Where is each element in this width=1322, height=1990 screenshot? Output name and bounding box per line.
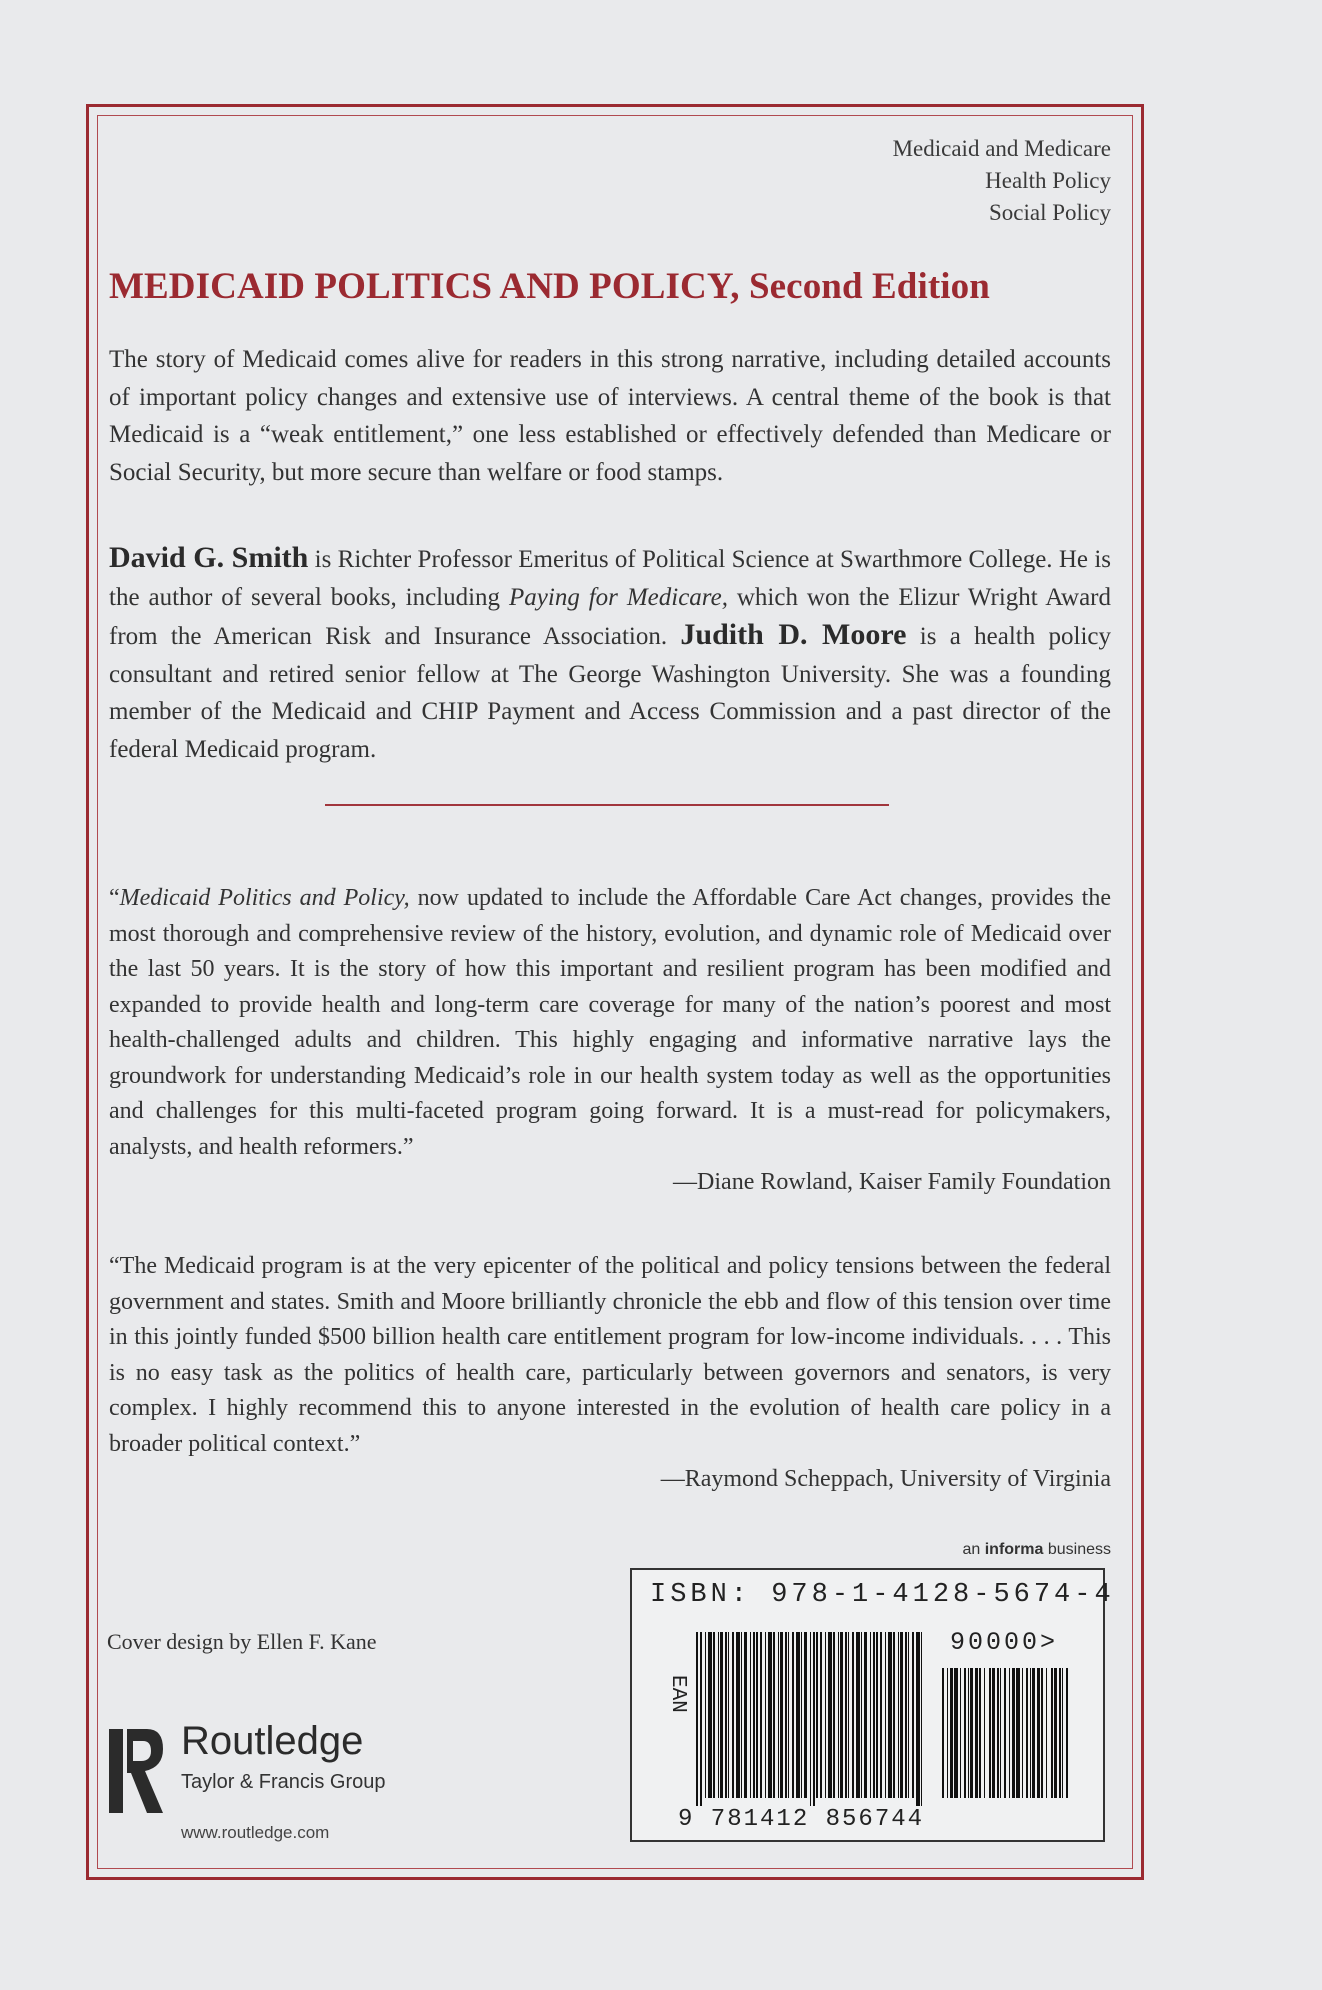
informa-brand: informa <box>984 1541 1044 1558</box>
barcode-digits: 9 781412 856744 <box>678 1806 925 1833</box>
author-bio-text: which won the Elizur Wright Award from the American Risk and Insurance Association. <box>109 583 1111 650</box>
quote-text: “The Medicaid program is at the very epicenter of the political and policy tensions between the federal government and states. Smith and Moore brilliantly chronicle the ebb and flow of this tension over time in this jointly funded $500 billion health care entitlement program for low-income individuals. . . . This is no easy task as the politics of health care, particularly between governors and senators, is very complex. I highly recommend this to anyone interested in the evolution of health care policy in a broader political context.” <box>109 1253 1111 1457</box>
quote-mark: “ <box>109 885 120 911</box>
cover-border <box>86 104 1144 1880</box>
endorsement-quote <box>109 881 1111 1201</box>
informa-tagline: an informa business <box>962 1541 1111 1558</box>
ean-label: EAN <box>666 1675 689 1713</box>
publisher-url: www.routledge.com <box>181 1823 330 1842</box>
category-label: Health Policy <box>985 168 1111 193</box>
barcode-bars <box>696 1632 922 1812</box>
book-description: The story of Medicaid comes alive for readers in this strong narrative, including detailed accounts of important policy changes and extensive use of interviews. A central theme of the book is that Medicaid is a “weak entitlement,” one less established or effectively defended than Medicare or Social Security, but more secure than welfare or food stamps. <box>109 346 1111 486</box>
publisher-group: Taylor & Francis Group <box>181 1771 386 1793</box>
isbn-number: ISBN: 978-1-4128-5674-4 <box>650 1580 1115 1610</box>
author-bio-text: is Richter Professor Emeritus of Political Science at Swarthmore College. He is the author of several books, including <box>109 546 1111 611</box>
quote-text: now updated to include the Affordable Care Act changes, provides the most thorough and comprehensive review of the history, evolution, and dynamic role of Medicaid over the last 50 years. It is the story of how this important and resilient program has been modified and expanded to provide health and long-term care coverage for many of the nation’s poorest and most health-challenged adults and children. This highly engaging and informative narrative lays the groundwork for understanding Medicaid’s role in our health system today as well as the opportunities and challenges for this multi-faceted program going forward. It is a must-read for policymakers, analysts, and health reformers.” <box>109 885 1112 1160</box>
book-title: MEDICAID POLITICS AND POLICY, Second Edition <box>109 266 990 307</box>
cover-credit: Cover design by Ellen F. Kane <box>107 1629 377 1654</box>
publisher-name: Routledge <box>181 1719 364 1763</box>
book-reference: Medicaid Politics and Policy, <box>119 885 410 911</box>
author-bio <box>109 539 1111 768</box>
price-code: 90000> <box>950 1628 1059 1657</box>
divider <box>325 804 889 806</box>
price-barcode-bars <box>942 1668 1070 1812</box>
routledge-logo-icon <box>107 1725 165 1817</box>
subject-categories <box>893 133 1111 229</box>
author-name: Judith D. Moore <box>680 618 907 651</box>
quote-attribution: —Raymond Scheppach, University of Virginia <box>660 1466 1111 1492</box>
book-reference: Paying for Medicare, <box>509 583 728 611</box>
isbn-barcode <box>630 1568 1115 1842</box>
quote-attribution: —Diane Rowland, Kaiser Family Foundation <box>673 1169 1111 1195</box>
author-bio-text: is a health policy consultant and retired senior fellow at The George Washington University. She was a founding member of the Medicaid and CHIP Payment and Access Commission and a past director of the federal Medicaid program. <box>109 623 1111 763</box>
category-label: Medicaid and Medicare <box>892 136 1111 161</box>
category-label: Social Policy <box>988 200 1111 225</box>
author-name: David G. Smith <box>109 541 309 574</box>
endorsement-quote <box>109 1249 1111 1498</box>
